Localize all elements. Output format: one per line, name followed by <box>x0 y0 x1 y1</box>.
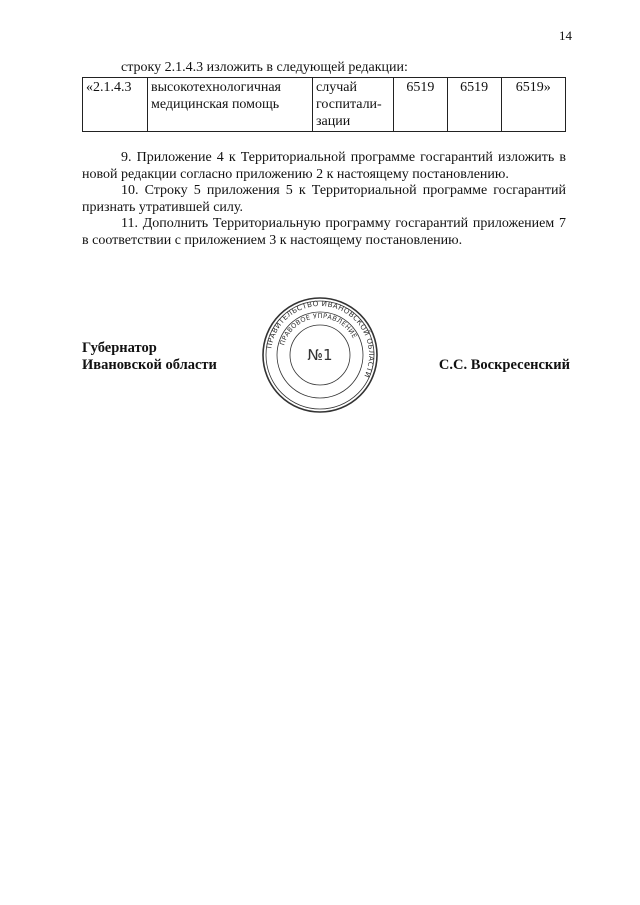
row-value-cell: 6519 <box>394 78 448 132</box>
signatory-title <box>82 340 217 374</box>
seal-inner-text: ПРАВОВОЕ УПРАВЛЕНИЕ <box>278 311 359 347</box>
signatory-title-line: Губернатор <box>82 340 157 356</box>
signatory-name: С.С. Воскресенский <box>438 357 570 373</box>
row-unit-line: госпитали- <box>316 97 382 112</box>
table-row <box>83 78 566 132</box>
page-number: 14 <box>559 28 572 43</box>
row-name-cell <box>148 78 313 132</box>
signatory-title-line: Ивановской области <box>82 357 217 373</box>
paragraph-item-10: 10. Строку 5 приложения 5 к Территориальной программе госгарантий признать утратившей силу. <box>82 183 566 215</box>
official-seal-stamp <box>260 296 380 414</box>
row-name-line: медицинская помощь <box>151 97 280 112</box>
paragraph-item-9: 9. Приложение 4 к Территориальной программе госгарантий изложить в новой редакции согласно приложению 2 к настоящему постановлению. <box>82 150 566 182</box>
row-value-cell: 6519» <box>501 78 566 132</box>
paragraph-item-11: 11. Дополнить Территориальную программу госгарантий приложением 7 в соответствии с приложением 3 к настоящему постановлению. <box>82 216 566 248</box>
row-unit-line: зации <box>316 114 351 129</box>
body-paragraphs <box>82 150 566 249</box>
row-unit-line: случай <box>316 80 357 95</box>
seal-outer-text: ПРАВИТЕЛЬСТВО ИВАНОВСКОЙ ОБЛАСТИ <box>264 298 377 380</box>
amendment-table <box>82 77 566 132</box>
row-unit-cell <box>313 78 394 132</box>
intro-line: строку 2.1.4.3 изложить в следующей редакции: <box>121 60 408 75</box>
row-value-cell: 6519 <box>447 78 501 132</box>
seal-center-number: №1 <box>307 346 333 364</box>
row-code-cell: «2.1.4.3 <box>83 78 148 132</box>
row-name-line: высокотехнологичная <box>151 80 281 95</box>
